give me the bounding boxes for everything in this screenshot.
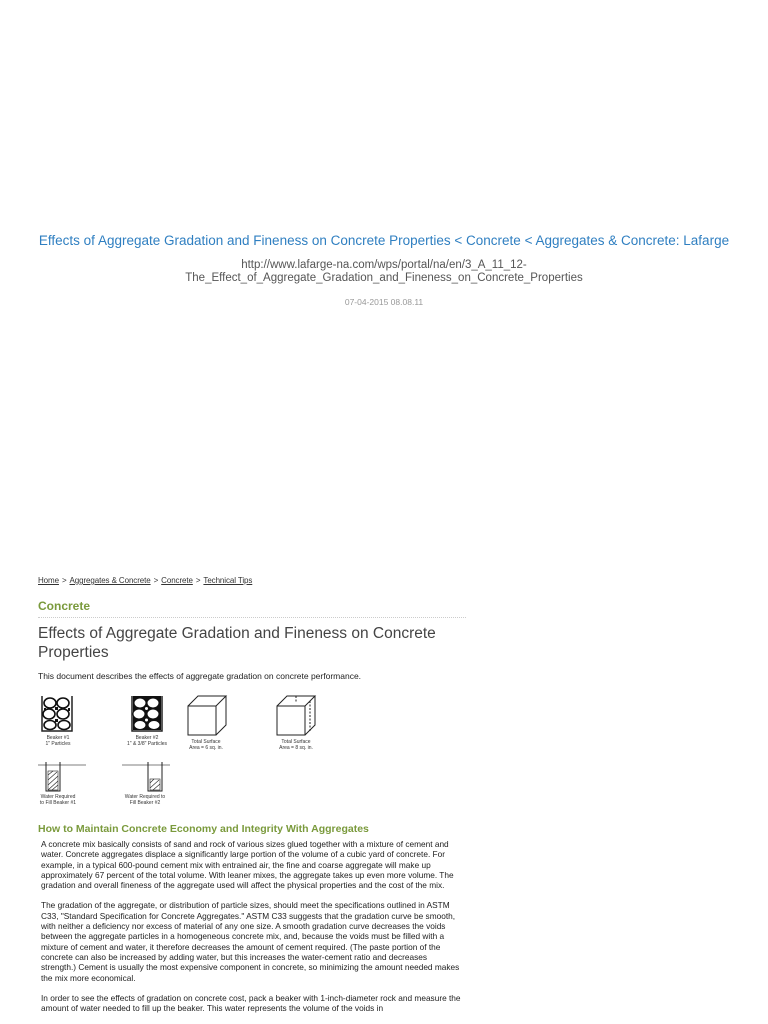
cube-1-caption [178,740,234,751]
water-1-caption-line-2: to Fill Beaker #1 [39,799,77,806]
water-2-caption [118,795,172,806]
beaker-2-mixed-icon [130,695,164,733]
source-url-line-2: The_Effect_of_Aggregate_Gradation_and_Fineness_on_Concrete_Properties [185,272,583,284]
water-2-caption-line-2: Fill Beaker #2 [129,799,161,806]
subsection-title: How to Maintain Concrete Economy and Integrity With Aggregates [38,823,369,835]
section-title: Concrete [38,599,91,613]
beaker-2-caption-line-2: 1" & 3/8" Particles [127,740,167,747]
breadcrumb-tips-link[interactable]: Technical Tips [203,576,253,585]
breadcrumb-home-link[interactable]: Home [38,576,59,585]
beaker-1-caption [38,736,78,747]
breadcrumb-separator: > [153,576,159,585]
beaker-1-caption-line-1: Beaker #1 [46,735,70,741]
water-2-caption-line-1: Water Required to [124,794,166,800]
gradation-figure [38,695,470,813]
cube-whole-icon [186,695,228,737]
document-title-link[interactable]: Effects of Aggregate Gradation and Fineness on Concrete Properties < Concrete < Aggregates & Concrete: Lafarge [38,233,730,248]
water-column-2-icon [122,759,172,793]
cube-split-icon [275,695,319,737]
divider [38,617,466,618]
breadcrumb-concrete-link[interactable]: Concrete [161,576,193,585]
cube-2-caption [268,740,324,751]
page-title: Effects of Aggregate Gradation and Fineness on Concrete Properties [38,625,436,661]
beaker-1-caption-line-2: 1" Particles [45,740,71,747]
water-column-1-icon [38,759,88,793]
cube-2-caption-line-1: Total Surface [281,739,311,745]
beaker-2-caption [122,736,172,747]
breadcrumb [38,576,470,585]
cube-1-caption-line-2: Area = 6 sq. in. [189,744,223,751]
capture-date: 07-04-2015 08.08.11 [344,297,424,307]
breadcrumb-separator: > [61,576,67,585]
source-url-line-1: http://www.lafarge-na.com/wps/portal/na/en/3_A_11_12- [241,259,527,271]
body-paragraph: In order to see the effects of gradation on concrete cost, pack a beaker with 1-inch-diameter rock and measure the amount of water needed to fill up the beaker. This water represents the volume of the voids in [41,992,461,1014]
water-1-caption [36,795,80,806]
beaker-2-caption-line-1: Beaker #2 [135,735,159,741]
intro-text: This document describes the effects of aggregate gradation on concrete performance. [38,671,362,681]
body-paragraph: A concrete mix basically consists of sand and rock of various sizes glued together with a mixture of cement and water. Concrete aggregates displace a significantly large portion of the volume of a cubic yard of concrete. For example, in a typical 600-pound cement mix with entrained air, the fine and coarse aggregate will make up approximately 67 percent of the total volume. With leaner mixes, the aggregate takes up even more volume. The gradation and overall fineness of the aggregate used will affect the physical properties and the cost of the mix. [41,839,454,891]
breadcrumb-separator: > [195,576,201,585]
source-url[interactable] [84,259,684,285]
body-paragraph: The gradation of the aggregate, or distribution of particle sizes, should meet the specifications outlined in ASTM C33, "Standard Specification for Concrete Aggregates." ASTM C33 suggests that the gradation curve be smooth, with neither a deficiency nor excess of material of any one size. A smooth gradation curve decreases the voids between the aggregate particles in a homogeneous concrete mix, and, because the voids must be filled with a mixture of cement and water, it therefore decreases the amount of cement required. (The paste portion of the concrete can also be increased by adding water, but this increases the water-cement ratio and decreases strength.) Cement is usually the most expensive component in concrete, so minimizing the amount needed makes the mix more economical. [41,900,460,983]
cube-2-caption-line-2: Area = 8 sq. in. [279,744,313,751]
beaker-1-coarse-icon [40,695,74,733]
article-content [38,576,470,1013]
breadcrumb-aggregates-link[interactable]: Aggregates & Concrete [69,576,151,585]
water-1-caption-line-1: Water Required [40,794,76,800]
cube-1-caption-line-1: Total Surface [191,739,221,745]
